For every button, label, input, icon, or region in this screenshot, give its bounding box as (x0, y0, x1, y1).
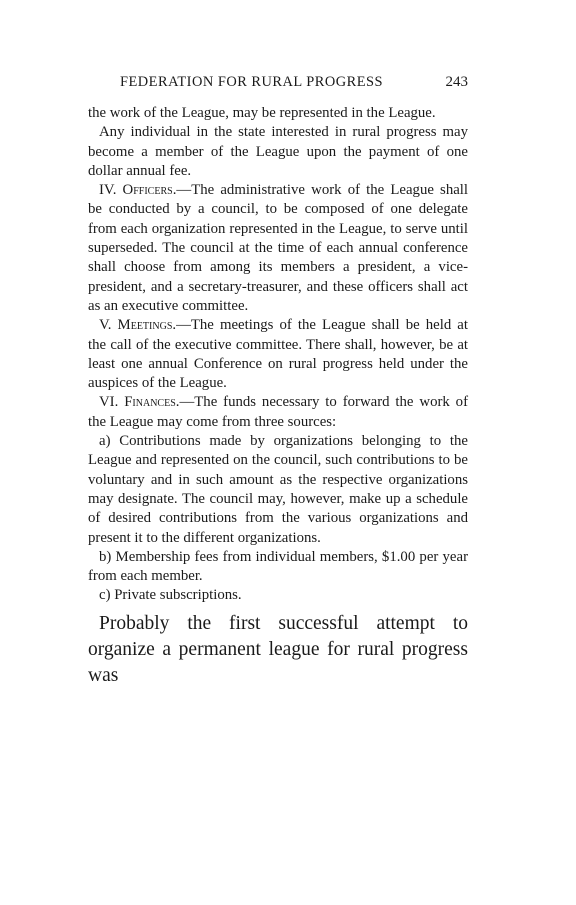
book-page (88, 74, 468, 689)
section-meetings-label: V. Meetings. (99, 317, 177, 334)
page-body (88, 104, 468, 689)
section-officers (88, 181, 468, 316)
finance-item-a: a) Contributions made by organizations belonging to the League and represented on the council, such contributions to be voluntary and in such amount as the respective organizations may designate. The council may, however, make up a schedule of desired contributions from the various organizations and present it to the different organizations. (88, 433, 468, 546)
section-finances (88, 393, 468, 432)
page-number: 243 (445, 74, 468, 90)
section-finances-text: —The funds necessary to forward the work of the League may come from three sources: (88, 394, 468, 430)
paragraph-continuation: the work of the League, may be represented in the League. (88, 105, 436, 121)
paragraph-large-type: Probably the first successful attempt to organize a permanent league for rural progress was (88, 612, 468, 686)
section-officers-text: —The administrative work of the League shall be conducted by a council, to be composed of one delegate from each organization represented in the League, to serve until superseded. The council at the time of each annual conference shall choose from among its members a president, a vice-president, and a secretary-treasurer, and these officers shall act as an executive committee. (88, 182, 469, 314)
section-meetings (88, 316, 468, 393)
section-finances-label: VI. Finances. (99, 394, 180, 411)
page-header (88, 74, 468, 96)
finance-item-c: c) Private subscriptions. (99, 587, 242, 604)
finance-item-b: b) Membership fees from individual members, $1.00 per year from each member. (88, 548, 468, 585)
running-head: FEDERATION FOR RURAL PROGRESS (120, 74, 384, 90)
paragraph-membership: Any individual in the state interested in rural progress may become a member of the League upon the payment of one dollar annual fee. (88, 124, 468, 179)
section-officers-label: IV. Officers. (99, 182, 177, 199)
section-meetings-text: —The meetings of the League shall be held at the call of the executive committee. There shall, however, be at least one annual Conference on rural progress held under the auspices of the League. (88, 317, 468, 392)
